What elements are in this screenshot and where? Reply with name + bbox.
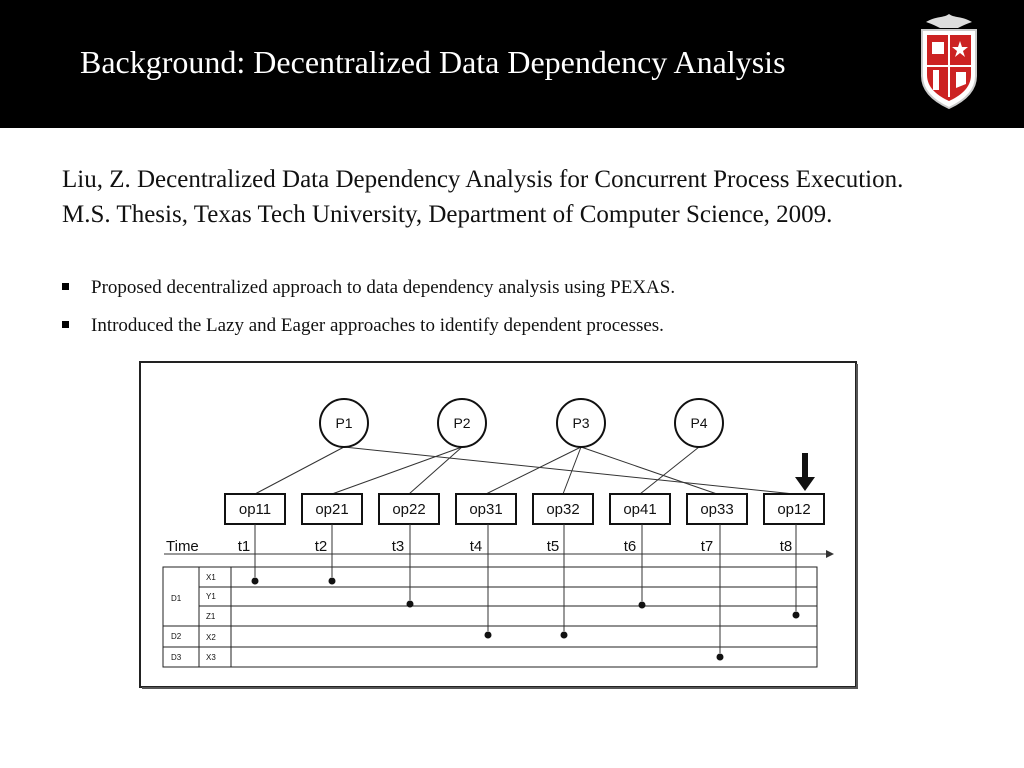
time-tick-label: t6 (623, 538, 637, 555)
row-label: Y1 (206, 592, 216, 601)
dependency-diagram (139, 361, 859, 691)
slide-title: Background: Decentralized Data Dependency Analysis (80, 44, 786, 80)
bullet-marker (62, 321, 69, 328)
time-tick-label: t2 (314, 538, 328, 555)
process-node (557, 399, 605, 447)
process-label: P1 (335, 415, 353, 431)
row-label: X3 (206, 653, 216, 662)
operation-node (610, 494, 670, 524)
row-label: Z1 (206, 612, 216, 621)
process-node (438, 399, 486, 447)
operation-node (225, 494, 285, 524)
process-node (675, 399, 723, 447)
group-label: D3 (171, 653, 182, 662)
university-shield-logo (914, 12, 984, 112)
citation-text: Liu, Z. Decentralized Data Dependency Analysis for Concurrent Process Execution. M.S. Thesis, Texas Tech University, Department of Computer Science, 2009. (62, 166, 904, 228)
operation-label: op21 (315, 501, 349, 518)
operation-node (533, 494, 593, 524)
operation-label: op32 (546, 501, 580, 518)
process-label: P3 (572, 415, 590, 431)
time-tick-label: t8 (779, 538, 793, 555)
bullet-text: Proposed decentralized approach to data dependency analysis using PEXAS. (91, 277, 676, 298)
row-label: X1 (206, 573, 216, 582)
operation-label: op22 (392, 501, 426, 518)
time-tick-label: t1 (237, 538, 251, 555)
process-node (320, 399, 368, 447)
bullet-item (62, 315, 664, 337)
group-label: D2 (171, 632, 182, 641)
time-tick-label: t7 (700, 538, 714, 555)
operation-node (687, 494, 747, 524)
operation-node (456, 494, 516, 524)
operation-node (764, 494, 824, 524)
time-axis-label: Time (166, 538, 199, 555)
bullet-text: Introduced the Lazy and Eager approaches to identify dependent processes. (91, 315, 664, 336)
time-tick-label: t4 (469, 538, 483, 555)
operation-node (302, 494, 362, 524)
bullet-item (62, 277, 675, 299)
process-label: P2 (453, 415, 471, 431)
group-label: D1 (171, 594, 182, 603)
operation-label: op41 (623, 501, 657, 518)
operation-label: op33 (700, 501, 734, 518)
bullet-marker (62, 283, 69, 290)
slide-header (0, 0, 1024, 128)
operation-label: op12 (777, 501, 811, 518)
operation-node (379, 494, 439, 524)
time-tick-label: t3 (391, 538, 405, 555)
row-label: X2 (206, 633, 216, 642)
process-label: P4 (690, 415, 708, 431)
operation-label: op31 (469, 501, 503, 518)
time-tick-label: t5 (546, 538, 560, 555)
operation-label: op11 (238, 501, 272, 518)
